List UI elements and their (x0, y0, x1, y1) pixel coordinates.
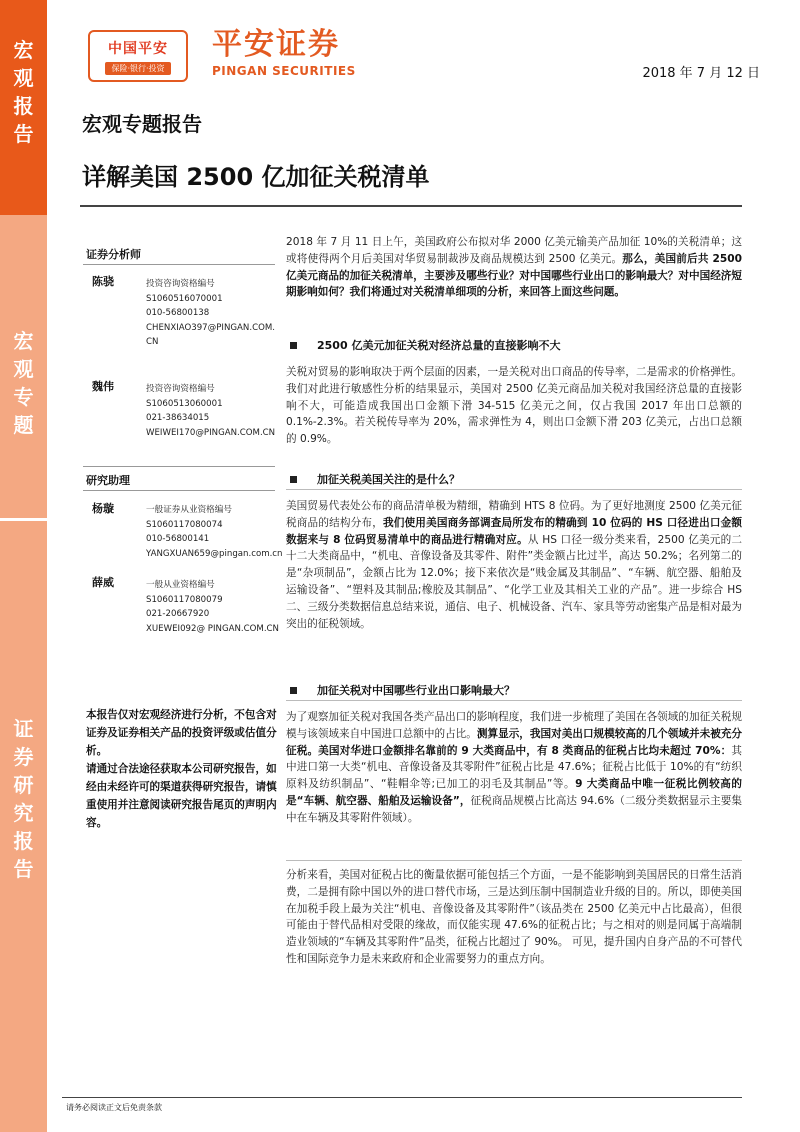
ping-an-logo (88, 30, 188, 82)
side-char: 宏 (13, 38, 34, 62)
analyst-name: 陈骁 (92, 275, 114, 288)
paragraph: 关税对贸易的影响取决于两个层面的因素，一是关税对出口商品的传导率，二是需求的价格弹性。我们对此进行敏感性分析的结果显示，美国对 2500 亿美元商品加关税对我国经济总量的直接影响不大，可能造成我国出口金额下滑 34-515 亿美元之间，仅占我国 2017 年出口总额的 0.1%-2.3%。若关税传导率为 20%，需求弹性为 4，则出口金额下滑 203 亿美元，占出口总额的 0.9%。 (286, 366, 742, 446)
logo-text: 中国平安 (108, 40, 168, 57)
paragraph-text: 美国贸易代表处公布的商品清单极为精细，精确到 HTS 8 位码。为了更好地测度 2500 亿美元征税商品的结构分布， (286, 500, 742, 529)
footer-note: 请务必阅读正文后免责条款 (66, 1103, 162, 1112)
section-heading-text: 加征关税对中国哪些行业出口影响最大？ (317, 684, 515, 697)
side-divider (0, 518, 47, 521)
analyst-info (146, 382, 282, 440)
paragraph-divider (286, 860, 742, 861)
footer-divider (62, 1097, 742, 1098)
side-char: 告 (13, 857, 34, 881)
disclaimer-usage: 请通过合法途径获取本公司研究报告，如经由未经许可的渠道获得研究报告，请慎重使用并注意阅读研究报告尾页的声明内容。 (86, 763, 277, 829)
paragraph-text: 其中进口第一大类“机电、音像设备及其零附件”征税占比是 47.6%；征税占比低于 10%的有“纺织原料及纺织制品”、“鞋帽伞等;已加工的羽毛及其制品”等。 (286, 744, 742, 791)
assistants-label: 研究助理 (86, 474, 130, 487)
side-char: 告 (13, 122, 34, 146)
paragraph-highlight: 9 大类商品中唯一征税比例较高的是“车辆、航空器、船舶及运输设备”， (286, 778, 742, 807)
intro-paragraph (286, 234, 742, 301)
info-line: CN (146, 337, 159, 347)
side-char: 题 (13, 413, 34, 437)
analyst-email: WEIWEI170@PINGAN.COM.CN (146, 427, 276, 438)
section-divider (286, 700, 742, 701)
info-line: 010-56800138 (146, 308, 210, 318)
disclaimer-scope: 本报告仅对宏观经济进行分析，不包含对证券及证券相关产品的投资评级或估值分析。 (86, 709, 277, 757)
paragraph-highlight: 我们使用美国商务部调查局所发布的精确到 10 位码的 HS 口径进出口金额数据来与 8 位码贸易清单中的商品进行精确对应。 (286, 516, 742, 546)
paragraph (286, 498, 742, 632)
info-line: 一般从业资格编号 (146, 580, 215, 590)
info-line: S1060516070001 (146, 293, 223, 304)
paragraph-highlight: 测算显示，我国对美出口规模较高的几个领域并未被充分征税。美国对华进口金额排名靠前的 9 大类商品中，有 8 类商品的征税占比均未超过 70%： (286, 727, 743, 757)
info-line: 021-38634015 (146, 413, 210, 423)
logo-tagline: 保险·银行·投资 (105, 62, 170, 75)
info-line: 021-20667920 (146, 609, 210, 619)
side-char: 宏 (13, 329, 34, 353)
intro-highlight: 那么，美国前后共 2500 亿美元商品的加征关税清单，主要涉及哪些行业？对中国哪些行业出口的影响最大？对中国经济短期影响如何？我们将通过对关税清单细项的分析，来回答上面这些问题。 (286, 252, 742, 299)
section-divider (286, 489, 742, 490)
section-heading (290, 337, 560, 353)
paragraph-text: 从 HS 口径一级分类来看，2500 亿美元的二十二大类商品中，“机电、音像设备及其零件、附件”类金额占比过半，高达 50.2%；名列第二的是“杂项制品”，金额占比为 12.0%；接下来依次是“贱金属及其制品”、“车辆、航空器、船舶及运输设备”、“塑料及其制品;橡胶及其制品”、“化学工业及其相关工业的产品”。进一步综合 HS 二、三级分类数据信息总结来说，通信、电子、机械设备、汽车、家具等劳动密集产品是相对最为突出的征税领域。 (286, 533, 742, 630)
assistant-info (146, 578, 282, 636)
info-line: 010-56800141 (146, 534, 210, 544)
paragraph (286, 709, 742, 827)
analysts-divider (83, 264, 275, 265)
side-label-macro-report (0, 0, 47, 215)
bullet-square-icon (290, 687, 297, 694)
info-line: S1060117080074 (146, 519, 223, 530)
side-char: 报 (13, 94, 34, 118)
brand-name-en: PINGAN SECURITIES (212, 64, 356, 78)
side-label-macro-topic (0, 215, 47, 715)
assistants-divider (83, 490, 275, 491)
assistant-name: 薛威 (92, 576, 114, 589)
bullet-square-icon (290, 342, 297, 349)
assistant-info (146, 503, 282, 561)
info-line: S1060513060001 (146, 398, 223, 409)
section-heading-text: 2500 亿美元加征关税对经济总量的直接影响不大 (317, 339, 561, 352)
brand-logo (212, 28, 356, 78)
paragraph-text: 为了观察加征关税对我国各类产品出口的影响程度，我们进一步梳理了美国在各领域的加征关税规模与该领域来自中国进口总额中的占比。 (286, 711, 742, 740)
assistants-top-divider (83, 466, 275, 467)
paragraph-text: 征税商品规模占比高达 94.6%（二级分类数据显示主要集中在车辆及其零附件领域）。 (286, 794, 742, 824)
bullet-square-icon (290, 476, 297, 483)
page-title: 详解美国 2500 亿加征关税清单 (82, 163, 430, 191)
info-line: 投资咨询资格编号 (146, 384, 215, 394)
side-char: 究 (13, 801, 34, 825)
report-type: 宏观专题报告 (82, 112, 202, 136)
side-char: 研 (13, 773, 34, 797)
analysts-label: 证券分析师 (86, 248, 141, 261)
paragraph: 分析来看，美国对征税占比的衡量依据可能包括三个方面，一是不能影响到美国居民的日常生活消费，二是拥有除中国以外的进口替代市场，三是达到压制中国制造业升级的目的。所以，即使美国在加税手段上最为关注“机电、音像设备及其零附件”（该品类在 2500 亿美元中占比最高），但很可能由于替代品相对受限的缘故，而仅能实现 47.6%的征税占比；与之相对的则是同属于高端制造业领域的“车辆及其零附件”品类，征税占比超过了 90%。 可见，提升国内自身产品的不可替代性和国际竞争力是未来政府和企业需要努力的重点方向。 (286, 869, 742, 965)
info-line: S1060117080079 (146, 594, 223, 605)
info-line: 一般证券从业资格编号 (146, 505, 232, 515)
title-divider (80, 205, 742, 207)
assistant-email: XUEWEI092@ PINGAN.COM.CN (146, 623, 279, 634)
side-banner (0, 0, 47, 1132)
analyst-info (146, 277, 282, 350)
analyst-email: CHENXIAO397@PINGAN.COM. (146, 322, 275, 333)
side-char: 报 (13, 829, 34, 853)
side-char: 观 (13, 357, 34, 381)
info-line: 投资咨询资格编号 (146, 279, 215, 289)
intro-text: 2018 年 7 月 11 日上午，美国政府公布拟对华 2000 亿美元输美产品加征 10%的关税清单；这或将使得两个月后美国对华贸易制裁涉及商品规模达到 2500 亿美元。 (286, 236, 742, 265)
section-heading (290, 471, 460, 487)
section-heading (290, 682, 515, 698)
side-char: 观 (13, 66, 34, 90)
side-char: 证 (13, 717, 34, 741)
assistant-name: 杨璇 (92, 502, 114, 515)
side-char: 专 (13, 385, 34, 409)
report-date: 2018 年 7 月 12 日 (642, 66, 760, 81)
brand-name-cn: 平安证券 (212, 27, 340, 62)
section-heading-text: 加征关税美国关注的是什么？ (317, 473, 460, 486)
side-char: 券 (13, 745, 34, 769)
disclaimer (86, 706, 278, 832)
assistant-email: YANGXUAN659@pingan.com.cn (146, 548, 282, 559)
side-label-research-report (0, 715, 47, 1132)
analyst-name: 魏伟 (92, 380, 114, 393)
